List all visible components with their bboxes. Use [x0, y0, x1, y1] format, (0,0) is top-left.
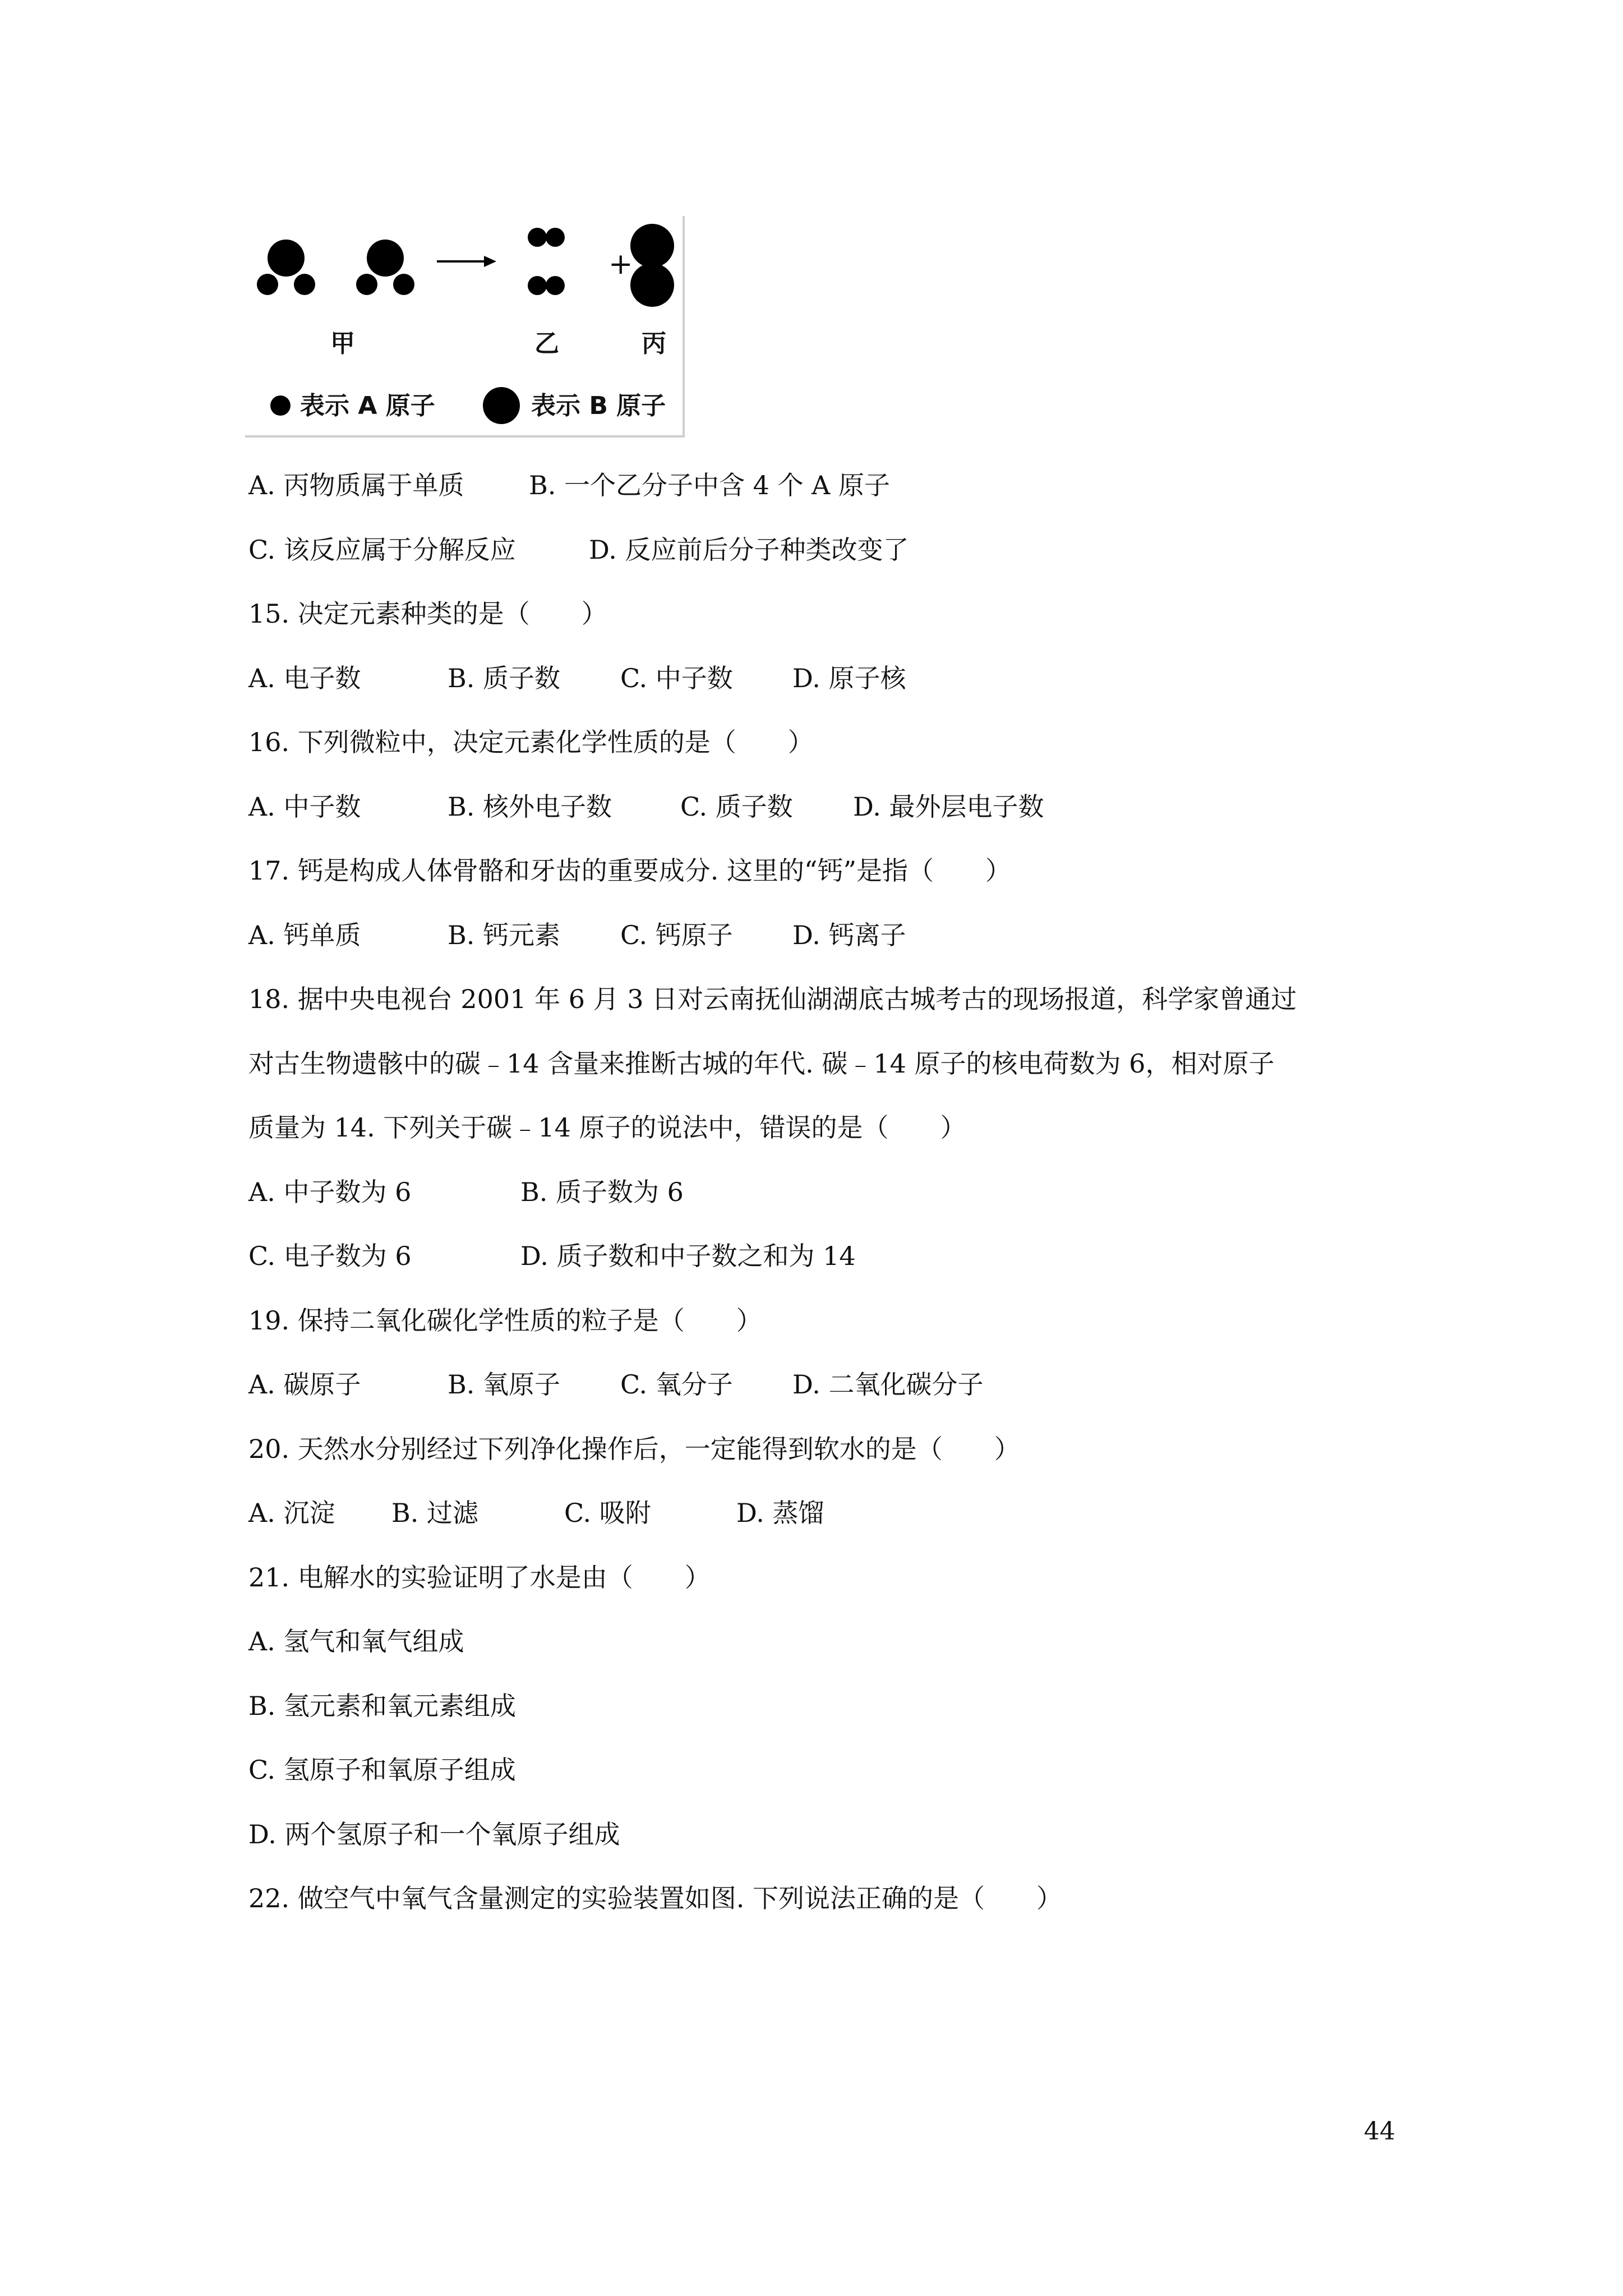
q14-options-row-2 — [248, 533, 909, 567]
q18-stem-line-2: 对古生物遗骸中的碳﹣14 含量来推断古城的年代. 碳﹣14 原子的核电荷数为 6，相对原子 — [248, 1048, 1275, 1079]
q18-options-row-2 — [248, 1239, 856, 1273]
q14-options-row-1 — [248, 468, 891, 502]
reaction-diagram — [245, 216, 685, 438]
molecule-jia-1 — [257, 240, 315, 295]
q18-option-a: A. 中子数为 6 — [248, 1177, 412, 1207]
q18-option-d: D. 质子数和中子数之和为 14 — [520, 1241, 856, 1271]
q20-option-c: C. 吸附 — [564, 1498, 651, 1528]
plus-sign: + — [608, 247, 633, 281]
q19-options — [248, 1368, 984, 1401]
q16-option-c: C. 质子数 — [680, 792, 793, 822]
q20-option-d: D. 蒸馏 — [736, 1498, 824, 1528]
q17-option-a: A. 钙单质 — [248, 920, 361, 950]
q14-option-a: A. 丙物质属于单质 — [248, 470, 464, 500]
q21-option-d: D. 两个氢原子和一个氧原子组成 — [248, 1819, 620, 1849]
q17-option-c: C. 钙原子 — [620, 920, 733, 950]
label-jia: 甲 — [330, 329, 355, 358]
q16-stem: 16. 下列微粒中，决定元素化学性质的是（ ） — [248, 727, 814, 757]
q15-stem: 15. 决定元素种类的是（ ） — [248, 599, 607, 629]
legend-b-label: 表示 B 原子 — [531, 392, 666, 420]
q16-options — [248, 790, 1044, 823]
q14-option-b: B. 一个乙分子中含 4 个 A 原子 — [529, 470, 891, 500]
label-yi: 乙 — [534, 329, 559, 358]
q17-options — [248, 918, 906, 952]
q19-option-c: C. 氧分子 — [620, 1369, 733, 1400]
q15-option-c: C. 中子数 — [620, 663, 733, 693]
q18-stem-line-1: 18. 据中央电视台 2001 年 6 月 3 日对云南抚仙湖湖底古城考古的现场报道，科学家曾通过 — [248, 984, 1297, 1014]
legend-a-atom — [270, 395, 291, 416]
q15-option-b: B. 质子数 — [448, 663, 561, 693]
q21-option-b: B. 氢元素和氧元素组成 — [248, 1691, 517, 1721]
q20-stem: 20. 天然水分别经过下列净化操作后，一定能得到软水的是（ ） — [248, 1434, 1020, 1464]
molecule-yi-1 — [528, 228, 565, 247]
legend-b-atom — [483, 387, 520, 424]
q21-option-a: A. 氢气和氧气组成 — [248, 1626, 464, 1657]
q21-option-c: C. 氢原子和氧原子组成 — [248, 1755, 516, 1785]
q18-option-c: C. 电子数为 6 — [248, 1241, 412, 1271]
q18-options-row-1 — [248, 1175, 684, 1209]
q15-option-d: D. 原子核 — [792, 663, 906, 693]
molecule-bing — [630, 224, 674, 307]
q18-stem-line-3: 质量为 14. 下列关于碳﹣14 原子的说法中，错误的是（ ） — [248, 1112, 966, 1143]
q14-option-c: C. 该反应属于分解反应 — [248, 535, 516, 565]
q22-stem: 22. 做空气中氧气含量测定的实验装置如图. 下列说法正确的是（ ） — [248, 1883, 1063, 1913]
q20-option-a: A. 沉淀 — [248, 1498, 335, 1528]
q16-option-b: B. 核外电子数 — [448, 792, 612, 822]
q19-option-d: D. 二氧化碳分子 — [792, 1369, 984, 1400]
q20-options — [248, 1496, 824, 1530]
q18-option-b: B. 质子数为 6 — [520, 1177, 684, 1207]
q16-option-a: A. 中子数 — [248, 792, 361, 822]
molecule-jia-2 — [356, 240, 414, 295]
legend-a-label: 表示 A 原子 — [300, 392, 435, 420]
molecule-yi-2 — [528, 276, 565, 295]
q17-option-b: B. 钙元素 — [448, 920, 561, 950]
q19-option-a: A. 碳原子 — [248, 1369, 361, 1400]
q17-option-d: D. 钙离子 — [792, 920, 906, 950]
q17-stem: 17. 钙是构成人体骨骼和牙齿的重要成分. 这里的“钙”是指（ ） — [248, 855, 1012, 886]
q20-option-b: B. 过滤 — [391, 1498, 479, 1528]
label-bing: 丙 — [642, 329, 666, 358]
q15-option-a: A. 电子数 — [248, 663, 361, 693]
q19-stem: 19. 保持二氧化碳化学性质的粒子是（ ） — [248, 1305, 762, 1336]
q14-option-d: D. 反应前后分子种类改变了 — [589, 535, 909, 565]
q21-stem: 21. 电解水的实验证明了水是由（ ） — [248, 1562, 711, 1593]
q19-option-b: B. 氧原子 — [448, 1369, 561, 1400]
page-number: 44 — [1364, 2117, 1395, 2146]
q16-option-d: D. 最外层电子数 — [853, 792, 1044, 822]
reaction-arrow — [437, 256, 496, 267]
q15-options — [248, 661, 906, 695]
